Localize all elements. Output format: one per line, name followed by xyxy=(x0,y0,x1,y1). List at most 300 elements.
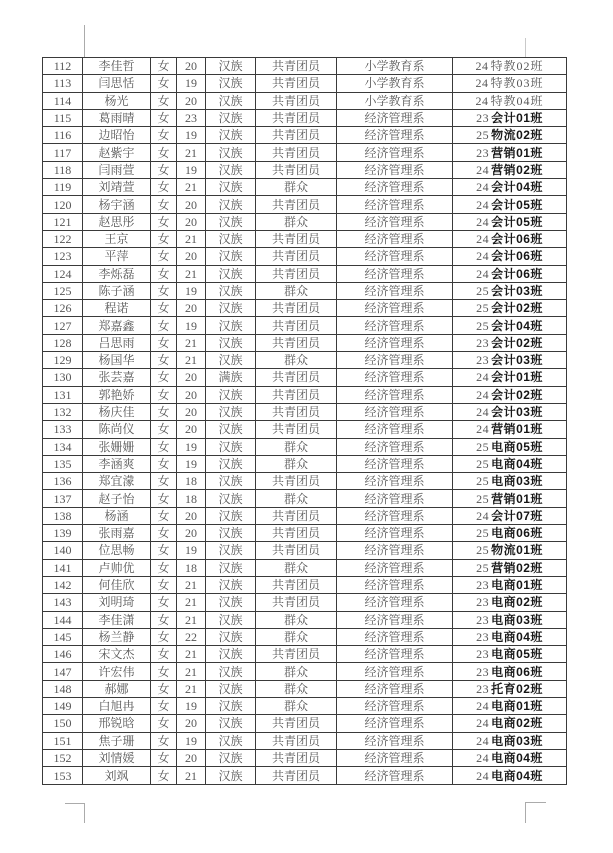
cell-department: 经济管理系 xyxy=(337,749,453,766)
cell-name: 刘靖萱 xyxy=(83,179,151,196)
class-year-text: 25 xyxy=(476,439,490,454)
cell-politics: 共青团员 xyxy=(256,334,337,351)
table-row xyxy=(43,680,567,697)
class-year-text: 23 xyxy=(476,111,490,126)
cell-politics: 群众 xyxy=(256,438,337,455)
cell-politics: 共青团员 xyxy=(256,92,337,109)
table-row xyxy=(43,92,567,109)
cell-gender: 女 xyxy=(151,109,177,126)
cell-no: 125 xyxy=(43,282,83,299)
cell-department: 经济管理系 xyxy=(337,300,453,317)
table-row xyxy=(43,611,567,628)
class-name-text: 会计04班 xyxy=(491,318,543,333)
cell-politics: 共青团员 xyxy=(256,594,337,611)
cell-politics: 群众 xyxy=(256,680,337,697)
cell-ethnicity: 汉族 xyxy=(206,490,256,507)
cell-ethnicity: 汉族 xyxy=(206,421,256,438)
class-year-text: 24 xyxy=(476,751,490,766)
cell-name: 李佳哲 xyxy=(83,58,151,75)
cell-no: 142 xyxy=(43,576,83,593)
cell-department: 经济管理系 xyxy=(337,317,453,334)
cell-no: 151 xyxy=(43,732,83,749)
table-row xyxy=(43,490,567,507)
cell-department: 经济管理系 xyxy=(337,369,453,386)
cell-class xyxy=(453,455,567,472)
class-name-text: 电商02班 xyxy=(491,716,543,731)
cell-age: 21 xyxy=(177,576,206,593)
cell-politics: 共青团员 xyxy=(256,317,337,334)
cell-department: 小学教育系 xyxy=(337,58,453,75)
class-year-text: 25 xyxy=(476,560,490,575)
cell-ethnicity: 汉族 xyxy=(206,92,256,109)
cell-politics: 群众 xyxy=(256,628,337,645)
cell-class xyxy=(453,715,567,732)
class-year-text: 25 xyxy=(476,543,490,558)
cell-class xyxy=(453,317,567,334)
cell-class xyxy=(453,767,567,785)
cell-ethnicity: 汉族 xyxy=(206,455,256,472)
cell-age: 20 xyxy=(177,525,206,542)
table-row xyxy=(43,732,567,749)
cell-class xyxy=(453,109,567,126)
table-row xyxy=(43,525,567,542)
class-year-text: 24 xyxy=(476,180,490,195)
cell-no: 120 xyxy=(43,196,83,213)
cell-no: 114 xyxy=(43,92,83,109)
cell-class xyxy=(453,542,567,559)
cell-no: 121 xyxy=(43,213,83,230)
cell-ethnicity: 汉族 xyxy=(206,230,256,247)
cell-class xyxy=(453,58,567,75)
cell-name: 闫雨萱 xyxy=(83,161,151,178)
cell-age: 21 xyxy=(177,352,206,369)
class-name-text: 营销01班 xyxy=(491,145,543,160)
cell-no: 143 xyxy=(43,594,83,611)
cell-age: 19 xyxy=(177,282,206,299)
cell-name: 杨国华 xyxy=(83,352,151,369)
cell-ethnicity: 汉族 xyxy=(206,403,256,420)
class-name-text: 电商03班 xyxy=(491,733,543,748)
cell-department: 经济管理系 xyxy=(337,179,453,196)
cell-no: 122 xyxy=(43,230,83,247)
cell-name: 位思畅 xyxy=(83,542,151,559)
cell-no: 116 xyxy=(43,127,83,144)
cell-gender: 女 xyxy=(151,767,177,785)
cell-age: 19 xyxy=(177,161,206,178)
table-row xyxy=(43,646,567,663)
cell-age: 21 xyxy=(177,230,206,247)
cell-ethnicity: 汉族 xyxy=(206,317,256,334)
cell-class xyxy=(453,386,567,403)
cell-class xyxy=(453,352,567,369)
cell-gender: 女 xyxy=(151,490,177,507)
cell-ethnicity: 汉族 xyxy=(206,767,256,785)
cell-ethnicity: 汉族 xyxy=(206,697,256,714)
cell-department: 经济管理系 xyxy=(337,161,453,178)
cell-no: 140 xyxy=(43,542,83,559)
cell-department: 经济管理系 xyxy=(337,715,453,732)
cell-gender: 女 xyxy=(151,628,177,645)
table-row xyxy=(43,75,567,92)
cell-gender: 女 xyxy=(151,576,177,593)
cell-ethnicity: 汉族 xyxy=(206,507,256,524)
cell-age: 22 xyxy=(177,628,206,645)
class-name-text: 会计02班 xyxy=(491,387,543,402)
cell-age: 21 xyxy=(177,594,206,611)
cell-age: 20 xyxy=(177,300,206,317)
cell-politics: 共青团员 xyxy=(256,369,337,386)
cell-name: 郑嘉鑫 xyxy=(83,317,151,334)
cell-no: 127 xyxy=(43,317,83,334)
class-year-text: 24 xyxy=(476,214,490,229)
class-name-text: 物流02班 xyxy=(491,128,543,143)
class-year-text: 23 xyxy=(476,647,490,662)
class-name-text: 会计03班 xyxy=(491,405,543,420)
cell-politics: 共青团员 xyxy=(256,248,337,265)
cell-politics: 群众 xyxy=(256,559,337,576)
cell-age: 18 xyxy=(177,559,206,576)
class-year-text: 24 xyxy=(476,405,490,420)
cell-class xyxy=(453,611,567,628)
cell-no: 123 xyxy=(43,248,83,265)
cell-gender: 女 xyxy=(151,317,177,334)
cell-ethnicity: 汉族 xyxy=(206,663,256,680)
cell-department: 经济管理系 xyxy=(337,663,453,680)
cell-gender: 女 xyxy=(151,300,177,317)
cell-gender: 女 xyxy=(151,663,177,680)
class-name-text: 电商06班 xyxy=(491,664,543,679)
cell-department: 经济管理系 xyxy=(337,767,453,785)
cell-gender: 女 xyxy=(151,144,177,161)
cell-politics: 共青团员 xyxy=(256,542,337,559)
cell-class xyxy=(453,179,567,196)
table-row xyxy=(43,386,567,403)
cell-ethnicity: 汉族 xyxy=(206,352,256,369)
class-year-text: 24 xyxy=(476,266,490,281)
cell-gender: 女 xyxy=(151,525,177,542)
class-year-text: 25 xyxy=(476,456,490,471)
cell-name: 许宏伟 xyxy=(83,663,151,680)
class-name-text: 电商04班 xyxy=(491,456,543,471)
cell-department: 经济管理系 xyxy=(337,507,453,524)
cell-ethnicity: 汉族 xyxy=(206,386,256,403)
cell-name: 张芸嘉 xyxy=(83,369,151,386)
cell-age: 20 xyxy=(177,58,206,75)
cell-age: 20 xyxy=(177,403,206,420)
cell-department: 经济管理系 xyxy=(337,265,453,282)
cell-politics: 共青团员 xyxy=(256,127,337,144)
cell-no: 126 xyxy=(43,300,83,317)
cell-politics: 群众 xyxy=(256,213,337,230)
cell-name: 杨光 xyxy=(83,92,151,109)
cell-department: 经济管理系 xyxy=(337,403,453,420)
cell-age: 21 xyxy=(177,646,206,663)
cell-ethnicity: 汉族 xyxy=(206,646,256,663)
cell-department: 经济管理系 xyxy=(337,386,453,403)
class-year-text: 23 xyxy=(476,595,490,610)
table-row xyxy=(43,438,567,455)
cell-name: 李佳潇 xyxy=(83,611,151,628)
class-year-text: 23 xyxy=(476,664,490,679)
class-year-text: 24 xyxy=(475,59,489,74)
class-name-text: 会计03班 xyxy=(491,284,543,298)
cell-class xyxy=(453,92,567,109)
cell-politics: 共青团员 xyxy=(256,403,337,420)
class-name-text: 会计06班 xyxy=(491,266,543,281)
class-name-text: 电商03班 xyxy=(491,474,543,489)
cell-name: 白旭冉 xyxy=(83,697,151,714)
cell-politics: 共青团员 xyxy=(256,75,337,92)
cell-gender: 女 xyxy=(151,386,177,403)
cell-gender: 女 xyxy=(151,75,177,92)
class-name-text: 电商03班 xyxy=(491,612,543,627)
cell-no: 147 xyxy=(43,663,83,680)
cell-age: 18 xyxy=(177,490,206,507)
cell-no: 146 xyxy=(43,646,83,663)
cell-class xyxy=(453,628,567,645)
cell-department: 经济管理系 xyxy=(337,542,453,559)
cell-gender: 女 xyxy=(151,421,177,438)
cell-department: 经济管理系 xyxy=(337,230,453,247)
cell-department: 经济管理系 xyxy=(337,455,453,472)
class-name-text: 电商05班 xyxy=(491,439,543,454)
cell-politics: 共青团员 xyxy=(256,144,337,161)
class-name-text: 托育02班 xyxy=(491,681,543,696)
class-year-text: 25 xyxy=(476,128,490,143)
cell-ethnicity: 汉族 xyxy=(206,680,256,697)
cell-no: 145 xyxy=(43,628,83,645)
cell-gender: 女 xyxy=(151,438,177,455)
table-row xyxy=(43,594,567,611)
cell-no: 115 xyxy=(43,109,83,126)
cell-no: 129 xyxy=(43,352,83,369)
cell-department: 经济管理系 xyxy=(337,559,453,576)
cell-ethnicity: 汉族 xyxy=(206,179,256,196)
class-year-text: 24 xyxy=(476,197,490,212)
class-name-text: 特教04班 xyxy=(490,93,544,108)
class-name-text: 会计01班 xyxy=(491,370,543,385)
cell-no: 144 xyxy=(43,611,83,628)
class-name-text: 营销01班 xyxy=(491,422,543,437)
cell-ethnicity: 汉族 xyxy=(206,127,256,144)
table-row xyxy=(43,282,567,299)
cell-politics: 共青团员 xyxy=(256,749,337,766)
class-name-text: 电商04班 xyxy=(491,751,543,766)
cell-gender: 女 xyxy=(151,369,177,386)
table-row xyxy=(43,265,567,282)
cell-politics: 共青团员 xyxy=(256,265,337,282)
class-year-text: 24 xyxy=(476,768,490,783)
table-row xyxy=(43,179,567,196)
class-year-text: 25 xyxy=(476,526,490,541)
cell-name: 郭艳娇 xyxy=(83,386,151,403)
cell-ethnicity: 汉族 xyxy=(206,525,256,542)
cell-age: 20 xyxy=(177,386,206,403)
cell-no: 134 xyxy=(43,438,83,455)
class-name-text: 电商02班 xyxy=(491,595,543,610)
class-name-text: 电商04班 xyxy=(491,629,543,644)
class-name-text: 电商06班 xyxy=(491,526,543,541)
cell-class xyxy=(453,576,567,593)
text-boundary-mark-bottom-left-icon xyxy=(65,803,85,823)
cell-politics: 群众 xyxy=(256,611,337,628)
cell-gender: 女 xyxy=(151,507,177,524)
table-row xyxy=(43,248,567,265)
class-name-text: 电商04班 xyxy=(491,768,543,783)
cell-class xyxy=(453,490,567,507)
cell-politics: 群众 xyxy=(256,490,337,507)
cell-class xyxy=(453,282,567,299)
cell-gender: 女 xyxy=(151,697,177,714)
cell-no: 152 xyxy=(43,749,83,766)
cell-department: 经济管理系 xyxy=(337,438,453,455)
cell-class xyxy=(453,369,567,386)
cell-gender: 女 xyxy=(151,473,177,490)
class-year-text: 24 xyxy=(476,387,490,402)
cell-class xyxy=(453,248,567,265)
class-name-text: 营销02班 xyxy=(491,162,543,177)
cell-class xyxy=(453,473,567,490)
class-year-text: 23 xyxy=(476,578,490,593)
cell-class xyxy=(453,161,567,178)
cell-ethnicity: 汉族 xyxy=(206,75,256,92)
cell-gender: 女 xyxy=(151,282,177,299)
cell-age: 19 xyxy=(177,542,206,559)
cell-no: 117 xyxy=(43,144,83,161)
cell-department: 经济管理系 xyxy=(337,594,453,611)
cell-name: 邢锐晗 xyxy=(83,715,151,732)
cell-name: 葛雨晴 xyxy=(83,109,151,126)
cell-age: 20 xyxy=(177,421,206,438)
table-row xyxy=(43,127,567,144)
class-year-text: 23 xyxy=(476,629,490,644)
cell-age: 21 xyxy=(177,334,206,351)
table-row xyxy=(43,421,567,438)
cell-politics: 共青团员 xyxy=(256,576,337,593)
class-year-text: 24 xyxy=(476,716,490,731)
class-year-text: 24 xyxy=(476,249,490,264)
cell-ethnicity: 汉族 xyxy=(206,213,256,230)
cell-department: 经济管理系 xyxy=(337,144,453,161)
table-row xyxy=(43,213,567,230)
cell-no: 132 xyxy=(43,403,83,420)
class-year-text: 25 xyxy=(476,474,490,489)
cell-politics: 共青团员 xyxy=(256,161,337,178)
class-name-text: 物流01班 xyxy=(491,543,543,558)
table-row xyxy=(43,542,567,559)
cell-gender: 女 xyxy=(151,230,177,247)
cell-class xyxy=(453,334,567,351)
table-row xyxy=(43,161,567,178)
cell-age: 21 xyxy=(177,611,206,628)
cell-politics: 共青团员 xyxy=(256,646,337,663)
table-row xyxy=(43,196,567,213)
class-year-text: 24 xyxy=(476,370,490,385)
cell-ethnicity: 汉族 xyxy=(206,144,256,161)
cell-gender: 女 xyxy=(151,680,177,697)
cell-politics: 共青团员 xyxy=(256,767,337,785)
class-year-text: 24 xyxy=(475,76,489,91)
cell-age: 20 xyxy=(177,715,206,732)
cell-politics: 群众 xyxy=(256,352,337,369)
cell-no: 118 xyxy=(43,161,83,178)
cell-age: 21 xyxy=(177,680,206,697)
cell-ethnicity: 汉族 xyxy=(206,282,256,299)
table-row xyxy=(43,369,567,386)
cell-gender: 女 xyxy=(151,334,177,351)
cell-no: 112 xyxy=(43,58,83,75)
cell-politics: 共青团员 xyxy=(256,732,337,749)
class-name-text: 会计06班 xyxy=(491,232,543,247)
table-row xyxy=(43,230,567,247)
class-name-text: 营销02班 xyxy=(491,560,543,575)
cell-name: 边昭怡 xyxy=(83,127,151,144)
cell-no: 130 xyxy=(43,369,83,386)
cell-ethnicity: 汉族 xyxy=(206,594,256,611)
cell-class xyxy=(453,265,567,282)
cell-gender: 女 xyxy=(151,594,177,611)
cell-age: 19 xyxy=(177,455,206,472)
cell-gender: 女 xyxy=(151,179,177,196)
cell-no: 136 xyxy=(43,473,83,490)
cell-no: 119 xyxy=(43,179,83,196)
cell-ethnicity: 满族 xyxy=(206,369,256,386)
cell-ethnicity: 汉族 xyxy=(206,248,256,265)
cell-ethnicity: 汉族 xyxy=(206,438,256,455)
class-name-text: 会计05班 xyxy=(491,197,543,212)
cell-class xyxy=(453,213,567,230)
cell-class xyxy=(453,230,567,247)
cell-no: 135 xyxy=(43,455,83,472)
table-row xyxy=(43,144,567,161)
cell-politics: 群众 xyxy=(256,663,337,680)
cell-name: 李烁磊 xyxy=(83,265,151,282)
cell-class xyxy=(453,403,567,420)
class-name-text: 电商01班 xyxy=(491,699,543,714)
cell-ethnicity: 汉族 xyxy=(206,559,256,576)
class-name-text: 营销01班 xyxy=(491,491,543,506)
class-year-text: 24 xyxy=(476,232,490,247)
cell-class xyxy=(453,732,567,749)
cell-politics: 共青团员 xyxy=(256,525,337,542)
cell-politics: 群众 xyxy=(256,282,337,299)
cell-no: 148 xyxy=(43,680,83,697)
cell-name: 郝娜 xyxy=(83,680,151,697)
cell-name: 刘明琦 xyxy=(83,594,151,611)
cell-name: 刘飒 xyxy=(83,767,151,785)
cell-ethnicity: 汉族 xyxy=(206,334,256,351)
cell-politics: 群众 xyxy=(256,455,337,472)
class-year-text: 25 xyxy=(476,301,490,316)
cell-gender: 女 xyxy=(151,646,177,663)
cell-department: 经济管理系 xyxy=(337,352,453,369)
cell-gender: 女 xyxy=(151,352,177,369)
cell-politics: 共青团员 xyxy=(256,109,337,126)
table-row xyxy=(43,628,567,645)
cell-department: 小学教育系 xyxy=(337,75,453,92)
class-name-text: 特教02班 xyxy=(490,59,544,74)
cell-age: 23 xyxy=(177,109,206,126)
text-boundary-mark-top-right-icon xyxy=(525,38,526,57)
cell-gender: 女 xyxy=(151,749,177,766)
table-body xyxy=(43,58,567,785)
cell-class xyxy=(453,646,567,663)
cell-no: 139 xyxy=(43,525,83,542)
cell-gender: 女 xyxy=(151,732,177,749)
cell-age: 19 xyxy=(177,697,206,714)
cell-no: 128 xyxy=(43,334,83,351)
cell-class xyxy=(453,663,567,680)
